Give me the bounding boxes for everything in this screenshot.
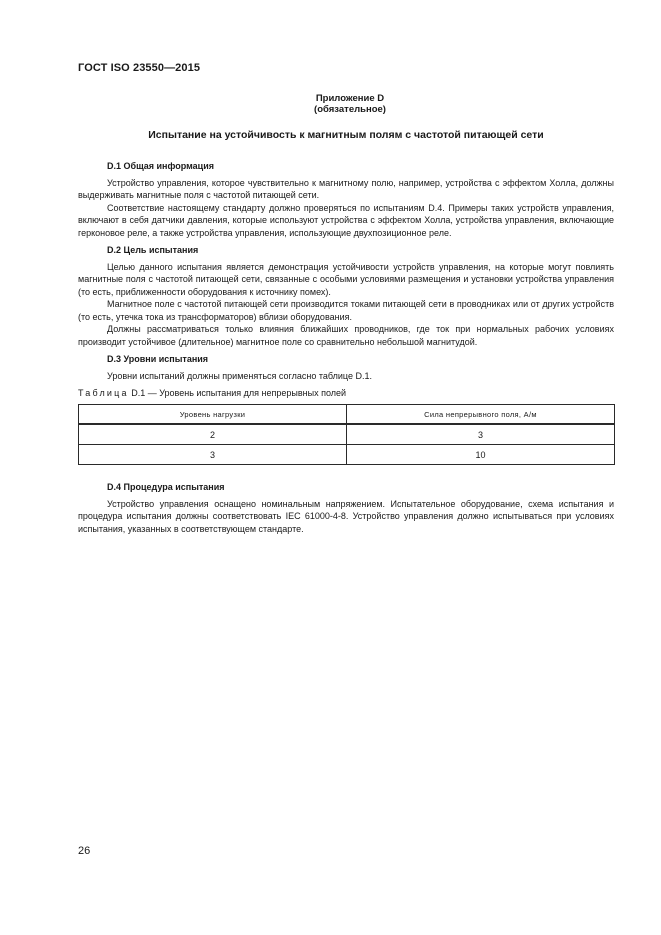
table-cell: 2 [79,424,347,445]
paragraph: Устройство управления оснащено номинальным напряжением. Испытательное оборудование, схема испытания и процедура испытания должны соответствовать IEC 61000-4-8. Устройство управления должно испытываться при условиях испытания, указанных в соответствующем стандарте. [78,498,614,534]
paragraph: Магнитное поле с частотой питающей сети производится токами питающей сети в проводниках или от других устройств (то есть, утечка тока из трансформаторов) вблизи оборудования. [78,299,614,322]
test-levels-table [78,404,615,465]
table-cell: 10 [347,445,615,465]
document-header: ГОСТ ISO 23550—2015 [78,62,201,74]
section-heading-d3: D.3 Уровни испытания [107,354,209,364]
section-heading-d2: D.2 Цель испытания [107,245,199,255]
table-caption-text: D.1 — Уровень испытания для непрерывных полей [128,388,347,398]
annex-title: Приложение D [315,93,385,104]
document-title: Испытание на устойчивость к магнитным полям с частотой питающей сети [148,129,544,141]
paragraph: Должны рассматриваться только влияния ближайших проводников, где ток при нормальных рабочих условиях производит устойчивое (длительное) магнитное поле со сравнительно небольшой магнитудой. [78,324,614,347]
column-header-field-strength: Сила непрерывного поля, А/м [347,405,615,425]
table-caption [78,388,346,398]
table-header-row [79,405,615,425]
annex-status: (обязательное) [314,104,386,115]
paragraph: Уровни испытаний должны применяться согласно таблице D.1. [107,370,372,381]
column-header-load-level: Уровень нагрузки [79,405,347,425]
page-number: 26 [78,845,91,857]
table-row [79,424,615,445]
table-cell: 3 [79,445,347,465]
paragraph: Устройство управления, которое чувствительно к магнитному полю, например, устройства с эффектом Холла, должны выдерживать магнитные поля с частотой питающей сети. [78,177,614,200]
main-content [78,160,614,382]
table-cell: 3 [347,424,615,445]
section-heading-d4: D.4 Процедура испытания [107,482,225,492]
paragraph: Целью данного испытания является демонстрация устойчивости устройств управления, на которые могут повлиять магнитные поля с частотой питающей сети, связанные с особыми условиями размещения и установки устройства управления (то есть, приближенности оборудования к источнику помех). [78,261,614,297]
section-heading-d1: D.1 Общая информация [107,161,214,171]
table-row [79,445,615,465]
table-caption-prefix: Таблица [78,388,129,398]
procedure-content [78,481,614,535]
paragraph: Соответствие настоящему стандарту должно проверяться по испытаниям D.4. Примеры таких устройств управления, включают в себя датчики давления, которые используют устройства с эффектом Холла, устройства управления, включающие герконовое реле, а также устройства управления, использующие двухпозиционное реле. [78,202,614,238]
